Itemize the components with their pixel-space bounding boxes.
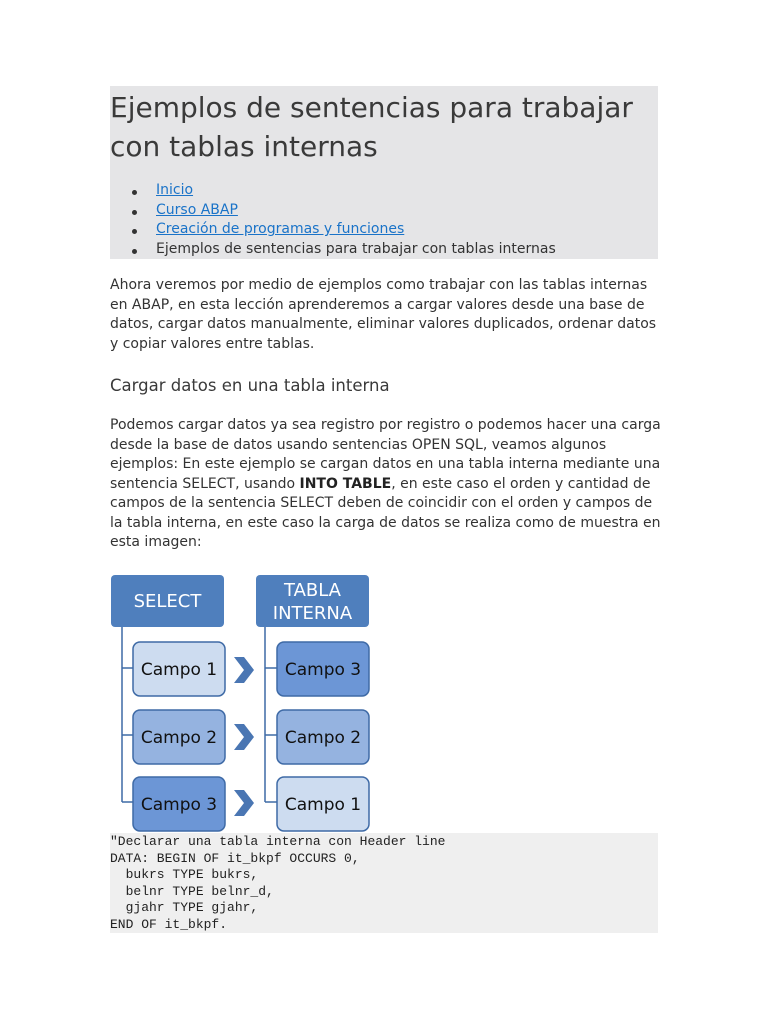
right-field-label-3: Campo 1 [284, 795, 362, 815]
section-text-after: , en este caso el orden y cantidad de campos de la sentencia SELECT deben de coincidir con el orden y campos de la tabla interna, en este caso la carga de datos se realiza como de muestra en esta imagen: [110, 475, 661, 550]
tabla-header-line2: INTERNA [272, 603, 353, 624]
code-line: DATA: BEGIN OF it_bkpf OCCURS 0, [110, 850, 360, 866]
breadcrumb-link-inicio[interactable]: Inicio [156, 182, 194, 198]
breadcrumb-current-label: Ejemplos de sentencias para trabajar con tablas internas [156, 240, 556, 257]
code-block [110, 834, 445, 933]
breadcrumb-link-creacion[interactable]: Creación de programas y funciones [156, 221, 405, 237]
chevron-right-icon [234, 790, 254, 816]
left-field-label-1: Campo 1 [140, 660, 218, 680]
chevron-right-icon [234, 657, 254, 683]
select-header-label: SELECT [133, 591, 202, 612]
code-line: belnr TYPE belnr_d, [110, 883, 274, 899]
breadcrumb-link-curso-abap[interactable]: Curso ABAP [156, 201, 238, 218]
breadcrumb-item-curso-abap [110, 201, 556, 221]
code-line: END OF it_bkpf. [110, 916, 228, 932]
select-mapping-diagram [110, 572, 372, 834]
tabla-header-line1: TABLA [283, 580, 342, 601]
section-heading: Cargar datos en una tabla interna [110, 376, 390, 395]
intro-paragraph: Ahora veremos por medio de ejemplos como trabajar con las tablas internas en ABAP, en esta lección aprenderemos a cargar valores desde una base de datos, cargar datos manualmente, eliminar valores duplicados, ordenar datos y copiar valores entre tablas. [110, 277, 657, 352]
code-line: bukrs TYPE bukrs, [110, 867, 259, 882]
left-field-label-3: Campo 3 [140, 795, 218, 815]
left-field-label-2: Campo 2 [140, 728, 218, 748]
section-paragraph [110, 416, 662, 553]
chevron-right-icon [234, 724, 254, 750]
right-field-label-1: Campo 3 [284, 660, 362, 680]
code-line: gjahr TYPE gjahr, [110, 900, 259, 915]
page-title: Ejemplos de sentencias para trabajar con tablas internas [110, 91, 633, 163]
right-field-label-2: Campo 2 [284, 728, 362, 748]
breadcrumb-item-creacion [110, 220, 556, 240]
section-text-before: Podemos cargar datos ya sea registro por registro o podemos hacer una carga desde la base de datos usando sentencias OPEN SQL, veamos algunos ejemplos: En este ejemplo se cargan datos en una tabla interna mediante una sentencia SELECT, usando [110, 417, 661, 492]
into-table-keyword: INTO TABLE [299, 475, 392, 492]
code-line: "Declarar una tabla interna con Header line [110, 834, 446, 849]
breadcrumb-item-inicio [110, 181, 556, 201]
breadcrumb [110, 181, 556, 259]
breadcrumb-item-current [110, 240, 556, 260]
